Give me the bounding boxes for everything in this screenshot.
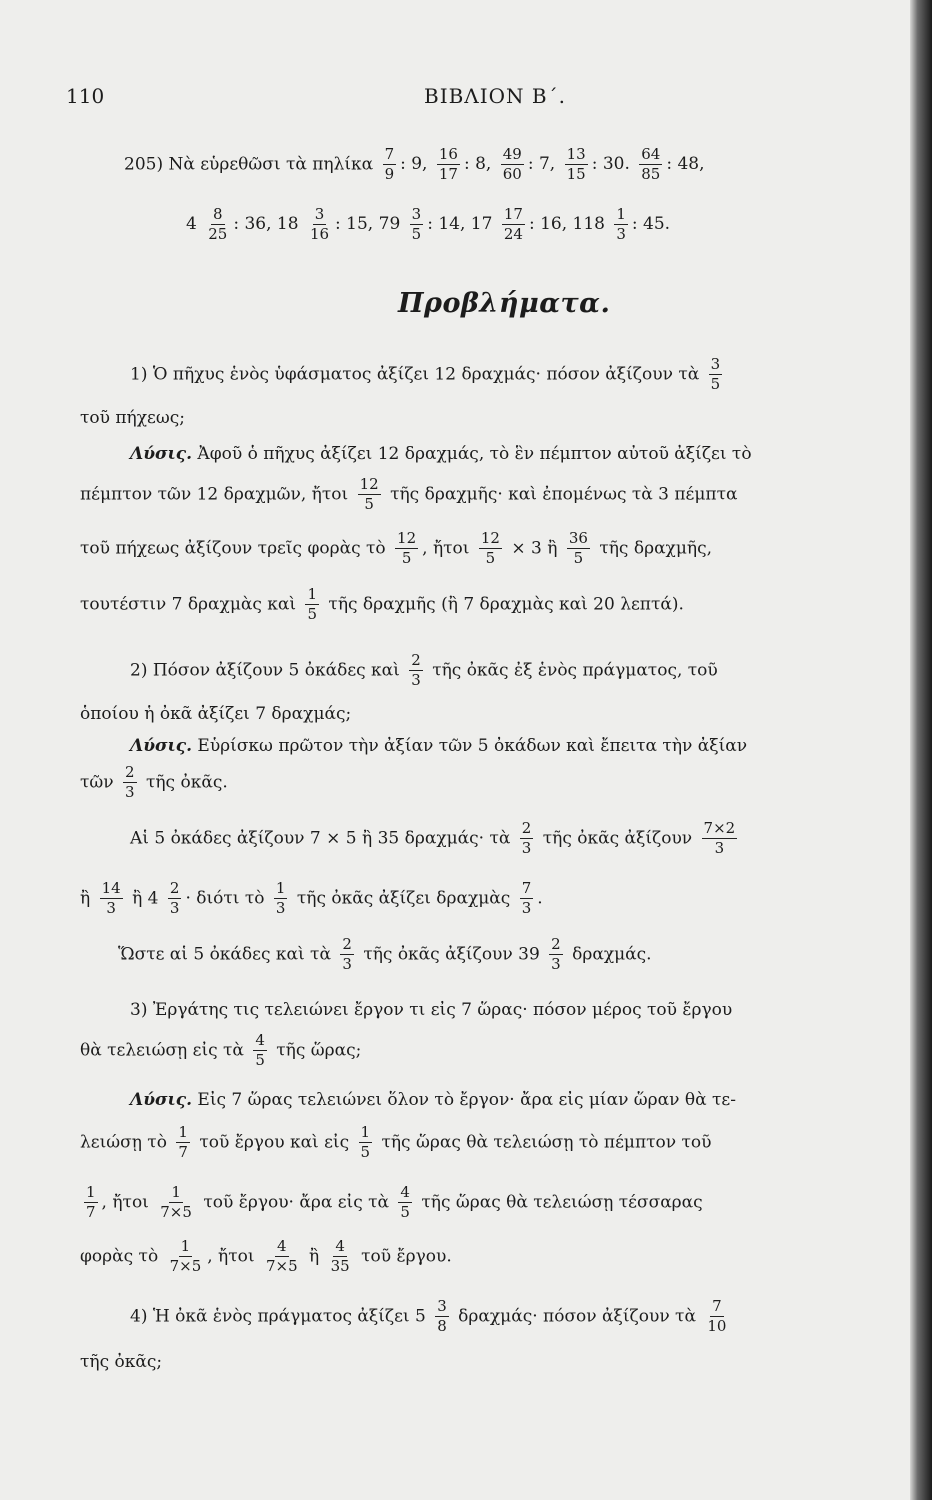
problem-2-line-2: ὁποίου ἡ ὀκᾶ ἀξίζει 7 δραχμάς; xyxy=(80,704,352,724)
section-title: Προβλήματα. xyxy=(398,288,611,319)
fraction: $\frac{1}{5}$ xyxy=(360,1123,371,1162)
problem-4-line-2: τῆς ὀκᾶς; xyxy=(80,1352,163,1372)
problem-1-solution-line-1: Λύσις. Ἀφοῦ ὁ πῆχυς ἀξίζει 12 δραχμάς, τὸ ἓν πέμπτον αὐτοῦ ἀξίζει τὸ xyxy=(130,444,752,464)
solution-label: Λύσις. xyxy=(130,1090,193,1110)
divisor: : 30. xyxy=(591,154,636,175)
fraction: $\frac{7}{10}$ xyxy=(707,1297,727,1336)
fraction: $\frac{1}{7}$ xyxy=(86,1183,96,1222)
problem-2-solution-line-5: Ὥστε αἱ 5 ὀκάδες καὶ τὰ $\frac{2}{3}$ τῆς ὀκᾶς ἀξίζουν 39 $\frac{2}{3}$ δραχμάς. xyxy=(118,935,652,974)
problem-2-solution-line-2: τῶν $\frac{2}{3}$ τῆς ὀκᾶς. xyxy=(80,763,228,802)
problem-1-solution-line-2: πέμπτον τῶν 12 δραχμῶν, ἤτοι $\frac{12}{5}$ τῆς δραχμῆς· καὶ ἐπομένως τὰ 3 πέμπτα xyxy=(80,475,738,514)
fraction: $\frac{2}{3}$ xyxy=(521,819,532,858)
whole-part: 18 xyxy=(276,214,304,235)
problem-2-solution-line-3: Αἱ 5 ὀκάδες ἀξίζουν 7 × 5 ἢ 35 δραχμάς· τὰ $\frac{2}{3}$ τῆς ὀκᾶς ἀξίζουν $\frac{7\times 2}{3}$ xyxy=(130,819,736,858)
divisor: : 9, xyxy=(400,154,433,175)
problem-3-line-1: 3) Ἐργάτης τις τελειώνει ἔργον τι εἰς 7 ὥρας· πόσον μέρος τοῦ ἔργου xyxy=(130,1000,733,1020)
exercise-line-2 xyxy=(186,206,932,244)
fraction: $\frac{1}{7}$ xyxy=(178,1123,188,1162)
fraction: $\frac{2}{3}$ xyxy=(411,651,421,690)
problem-3-solution-line-1: Λύσις. Εἰς 7 ὥρας τελειώνει ὅλον τὸ ἔργον· ἄρα εἰς μίαν ὥραν θὰ τε- xyxy=(130,1090,736,1110)
solution-label: Λύσις. xyxy=(130,444,193,464)
fraction: $\frac{4}{5}$ xyxy=(400,1183,410,1222)
fraction: $\frac{7}{9}$ xyxy=(384,145,395,184)
fraction: $\frac{2}{3}$ xyxy=(169,879,180,918)
problem-4-line-1: 4) Ἡ ὀκᾶ ἑνὸς πράγματος ἀξίζει 5 $\frac{3}{8}$ δραχμάς· πόσον ἀξίζουν τὰ $\frac{7}{10}$ xyxy=(130,1297,727,1336)
book-spine-shadow xyxy=(910,0,932,1500)
fraction: $\frac{49}{60}$ xyxy=(502,145,522,184)
divisor: : 36, xyxy=(233,214,277,235)
running-title: ΒΙΒΛΙΟΝ Β΄. xyxy=(424,84,566,108)
fraction: $\frac{8}{25}$ xyxy=(208,205,228,244)
whole-part: 4 xyxy=(186,214,203,235)
fraction: $\frac{4}{7\times 5}$ xyxy=(265,1237,298,1276)
problem-2-line-1: 2) Πόσον ἀξίζουν 5 ὀκάδες καὶ $\frac{2}{3}$ τῆς ὀκᾶς ἐξ ἑνὸς πράγματος, τοῦ xyxy=(130,651,718,690)
fraction: $\frac{36}{5}$ xyxy=(568,529,588,568)
problem-2-solution-line-4: ἢ $\frac{14}{3}$ ἢ 4 $\frac{2}{3}$ · διότι τὸ $\frac{1}{3}$ τῆς ὀκᾶς ἀξίζει δραχμὰς $\frac{7}{3}$ . xyxy=(80,879,543,918)
whole-part: 118 xyxy=(572,214,611,235)
fraction: $\frac{1}{3}$ xyxy=(275,879,286,918)
fraction: $\frac{2}{3}$ xyxy=(125,763,135,802)
problem-3-solution-line-3: $\frac{1}{7}$ , ἤτοι $\frac{1}{7\times 5}$ τοῦ ἔργου· ἄρα εἰς τὰ $\frac{4}{5}$ τῆς ὥρας θὰ τελειώσῃ τέσσαρας xyxy=(86,1183,703,1222)
fraction: $\frac{2}{3}$ xyxy=(342,935,352,974)
divisor: : 16, xyxy=(528,214,573,235)
divisor: : 7, xyxy=(527,154,561,175)
fraction: $\frac{13}{15}$ xyxy=(566,145,586,184)
problem-1-line-1: 1) Ὁ πῆχυς ἑνὸς ὑφάσματος ἀξίζει 12 δραχμάς· πόσον ἀξίζουν τὰ $\frac{3}{5}$ xyxy=(130,355,721,394)
fraction: $\frac{1}{3}$ xyxy=(616,205,626,244)
fraction: $\frac{16}{17}$ xyxy=(438,145,458,184)
exercise-line-1: 205) Νὰ εὑρεθῶσι τὰ πηλίκα $\frac{7}{9}$ : 9, $\frac{16}{17}$ : 8, $\frac{49}{60}$ : 7, $\frac{13}{15}$ : 30. $\frac{64}{85}$ : 48, xyxy=(124,145,705,184)
fraction: $\frac{3}{16}$ xyxy=(309,205,330,244)
problem-1-line-2: τοῦ πήχεως; xyxy=(80,408,185,428)
fraction: $\frac{4}{35}$ xyxy=(330,1237,350,1276)
fraction: $\frac{1}{5}$ xyxy=(307,585,318,624)
fraction: $\frac{4}{5}$ xyxy=(255,1031,265,1070)
problem-2-solution-line-1: Λύσις. Εὑρίσκω πρῶτον τὴν ἀξίαν τῶν 5 ὀκάδων καὶ ἔπειτα τὴν ἀξίαν xyxy=(130,736,748,756)
fraction: $\frac{12}{5}$ xyxy=(480,529,500,568)
problem-1-solution-line-4: τουτέστιν 7 δραχμὰς καὶ $\frac{1}{5}$ τῆς δραχμῆς (ἢ 7 δραχμὰς καὶ 20 λεπτά). xyxy=(80,585,684,624)
fraction: $\frac{7}{3}$ xyxy=(521,879,532,918)
fraction: $\frac{12}{5}$ xyxy=(397,529,417,568)
page-number: 110 xyxy=(66,84,105,108)
fraction: $\frac{14}{3}$ xyxy=(101,879,121,918)
fraction: $\frac{2}{3}$ xyxy=(551,935,561,974)
problem-3-solution-line-2: λειώσῃ τὸ $\frac{1}{7}$ τοῦ ἔργου καὶ εἰς $\frac{1}{5}$ τῆς ὥρας θὰ τελειώσῃ τὸ πέμπτον τοῦ xyxy=(80,1123,712,1162)
fraction: $\frac{1}{7\times 5}$ xyxy=(169,1237,202,1276)
fraction: $\frac{3}{8}$ xyxy=(437,1297,447,1336)
divisor: : 14, xyxy=(427,214,471,235)
fraction: $\frac{12}{5}$ xyxy=(359,475,379,514)
whole-part: 17 xyxy=(470,214,498,235)
problem-1-solution-line-3: τοῦ πήχεως ἀξίζουν τρεῖς φορὰς τὸ $\frac{12}{5}$ , ἤτοι $\frac{12}{5}$ × 3 ἢ $\frac{36}{5}$ τῆς δραχμῆς, xyxy=(80,529,713,568)
divisor: : 48, xyxy=(666,154,705,175)
divisor: : 8, xyxy=(463,154,497,175)
quotient-list xyxy=(186,205,671,244)
fraction: $\frac{3}{5}$ xyxy=(411,205,422,244)
problem-3-solution-line-4: φορὰς τὸ $\frac{1}{7\times 5}$ , ἤτοι $\frac{4}{7\times 5}$ ἢ $\frac{4}{35}$ τοῦ ἔργου. xyxy=(80,1237,452,1276)
divisor: : 45. xyxy=(631,214,671,235)
fraction: $\frac{7\times 2}{3}$ xyxy=(703,819,736,858)
problem-3-line-2: θὰ τελειώσῃ εἰς τὰ $\frac{4}{5}$ τῆς ὥρας; xyxy=(80,1031,362,1070)
whole-part: 79 xyxy=(378,214,406,235)
fraction: $\frac{3}{5}$ xyxy=(710,355,721,394)
solution-label: Λύσις. xyxy=(130,736,193,756)
divisor: : 15, xyxy=(335,214,379,235)
fraction: $\frac{17}{24}$ xyxy=(503,205,523,244)
fraction: $\frac{1}{7\times 5}$ xyxy=(160,1183,192,1222)
fraction: $\frac{64}{85}$ xyxy=(641,145,661,184)
